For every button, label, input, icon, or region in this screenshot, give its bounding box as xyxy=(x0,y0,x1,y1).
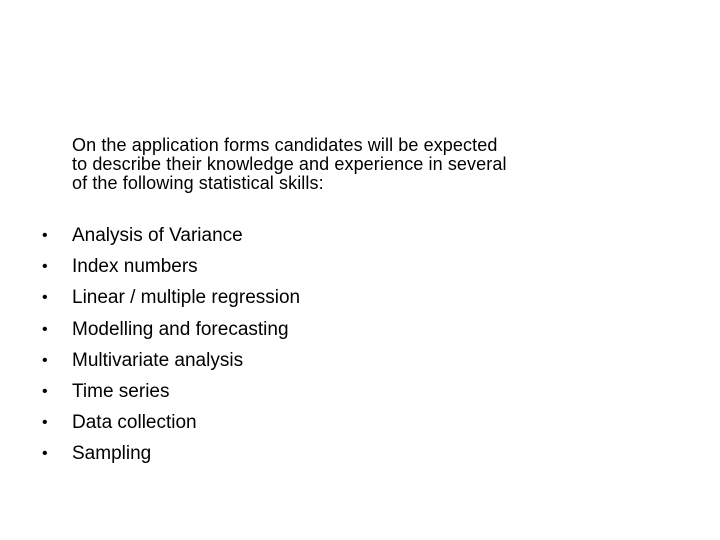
bullet-icon: • xyxy=(42,289,48,307)
skill-label: Data collection xyxy=(72,412,197,434)
skill-label: Analysis of Variance xyxy=(72,225,243,246)
bullet-icon: • xyxy=(42,227,48,244)
bullet-icon: • xyxy=(42,382,48,400)
bullet-icon: • xyxy=(42,351,48,369)
bullet-icon: • xyxy=(42,320,48,338)
bullet-icon: • xyxy=(42,258,48,276)
bullet-icon: • xyxy=(42,445,48,463)
skill-label: Multivariate analysis xyxy=(72,349,244,371)
skill-label: Linear / multiple regression xyxy=(72,287,301,309)
intro-paragraph: On the application forms candidates will be expected to describe their knowledge and experience in several of the following statistical skills: xyxy=(72,135,507,193)
skill-label: Time series xyxy=(72,380,170,402)
bullet-icon: • xyxy=(42,414,48,432)
skill-label: Modelling and forecasting xyxy=(72,318,289,340)
skill-label: Index numbers xyxy=(72,256,198,278)
skill-label: Sampling xyxy=(72,443,152,465)
